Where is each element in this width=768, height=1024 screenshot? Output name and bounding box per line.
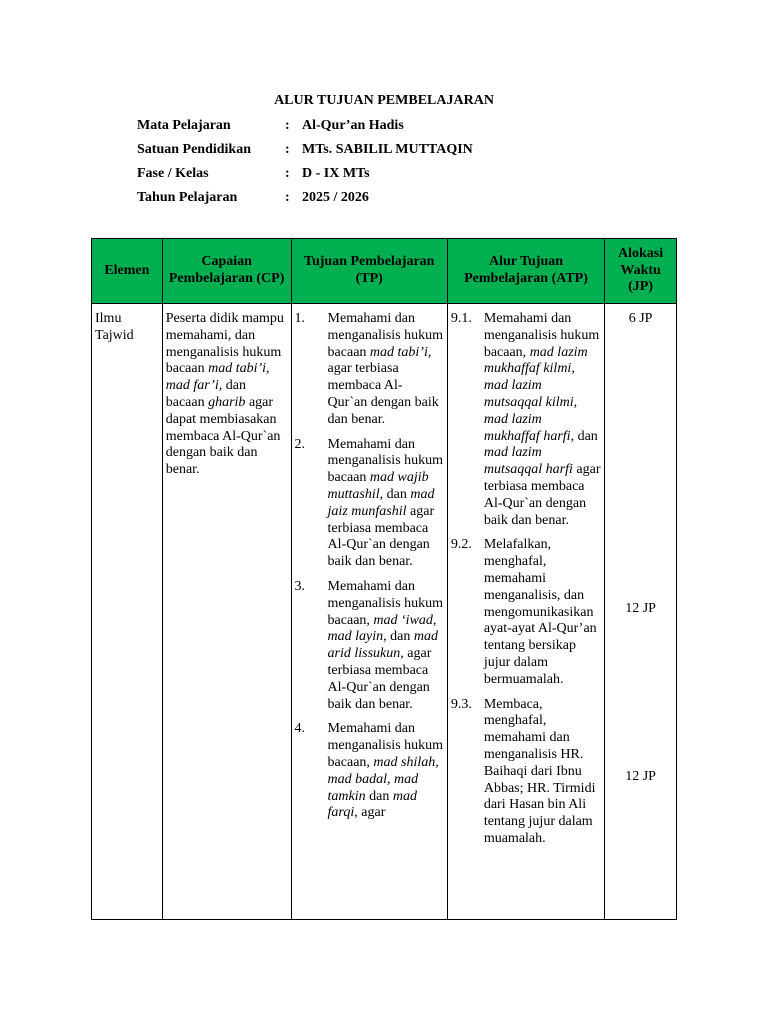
meta-row-academic-year — [137, 189, 473, 213]
meta-label: Tahun Pelajaran — [137, 190, 238, 205]
meta-value: MTs. SABILIL MUTTAQIN — [302, 142, 473, 157]
tp-number: 4. — [294, 721, 306, 737]
atp-text-part: , dan — [570, 428, 598, 444]
tp-text-part: Memahami dan menganalisis hukum bacaan, — [327, 578, 444, 628]
tp-item — [295, 437, 444, 571]
header-atp: Alur Tujuan Pembelajaran (ATP) — [447, 239, 604, 304]
atp-text-part: agar terbiasa membaca Al-Qur`an dengan baik dan benar. — [483, 462, 601, 528]
atp-term: mad lazim mukhaffaf kilmi, mad lazim mutsaqqal kilmi, mad lazim mukhaffaf harfi — [483, 344, 588, 444]
tp-term: mad ‘iwad — [373, 612, 433, 628]
cp-text — [166, 311, 288, 479]
tp-text-part: dan — [365, 788, 393, 804]
atp-text — [484, 311, 601, 529]
meta-colon: : — [285, 166, 290, 181]
tp-item — [295, 311, 444, 429]
cp-term: gharib — [208, 394, 246, 410]
document-meta — [137, 117, 473, 213]
tp-term: mad shilah, mad badal, mad tamkin — [327, 754, 439, 804]
cp-text-part: , — [266, 361, 270, 377]
tp-text-part: , dan — [383, 629, 414, 645]
cp-term: mad tabi’i — [208, 361, 267, 377]
tp-text — [328, 579, 444, 713]
meta-label: Satuan Pendidikan — [137, 142, 251, 157]
tp-text — [328, 311, 444, 429]
cell-atp — [447, 304, 604, 920]
tp-text-part: agar terbiasa membaca Al- Qur`an dengan baik dan benar. — [327, 361, 439, 427]
atp-term: mad lazim mutsaqqal harfi — [483, 445, 573, 478]
cell-elemen: Ilmu Tajwid — [92, 304, 163, 920]
tp-text-part: Memahami dan menganalisis hukum bacaan — [327, 436, 444, 486]
tp-item — [295, 721, 444, 822]
meta-row-subject — [137, 117, 473, 141]
header-tp: Tujuan Pembelajaran (TP) — [291, 239, 447, 304]
tp-number: 2. — [294, 436, 306, 452]
meta-value: Al-Qur’an Hadis — [302, 118, 404, 133]
cp-text-part: agar dapat membiasakan membaca Al-Qur`an dengan baik dan benar. — [165, 394, 281, 478]
atp-item — [451, 697, 601, 848]
atp-text: Membaca, menghafal, memahami dan menganalisis HR. Baihaqi dari Ibnu Abbas; HR. Tirmidi dari Hasan bin Ali tentang jujur dalam muamalah. — [483, 696, 596, 846]
tp-text — [328, 437, 444, 571]
tp-text-part: Memahami dan menganalisis hukum bacaan — [327, 311, 444, 360]
jp-value: 12 JP — [625, 769, 656, 784]
tp-text-part: Memahami dan menganalisis hukum bacaan, — [327, 721, 444, 770]
atp-number: 9.1. — [450, 311, 472, 326]
atp-text: Melafalkan, menghafal, memahami menganalisis, dan mengomunikasikan ayat-ayat Al-Qur’an tentang bersikap jujur dalam bermuamalah. — [483, 537, 597, 687]
table-row — [92, 304, 677, 920]
table-header-row — [92, 239, 677, 304]
tp-text-part: agar terbiasa membaca Al-Qur`an dengan baik dan benar. — [327, 503, 435, 570]
atp-number: 9.2. — [450, 537, 472, 553]
jp-value: 6 JP — [628, 311, 653, 326]
tp-text-part: , dan — [379, 486, 411, 502]
tp-term: mad jaiz munfashil — [327, 486, 435, 519]
atp-number: 9.3. — [450, 696, 472, 712]
tp-text-part: , agar terbiasa membaca Al-Qur`an dengan baik dan benar. — [327, 646, 432, 712]
tp-text — [328, 721, 444, 822]
meta-row-phase-class — [137, 165, 473, 189]
meta-value: 2025 / 2026 — [302, 190, 369, 205]
cell-tp — [291, 304, 447, 920]
atp-item — [451, 311, 601, 529]
jp-value: 12 JP — [625, 601, 656, 616]
cp-text-part: dan bacaan — [165, 378, 246, 410]
tp-term: mad arid lissukun — [327, 629, 438, 662]
tp-number: 3. — [294, 578, 306, 594]
cp-term: mad far’i, — [165, 378, 223, 394]
cell-cp — [162, 304, 291, 920]
tp-text-part: , — [432, 612, 437, 628]
meta-value: D - IX MTs — [302, 166, 370, 181]
header-elemen: Elemen — [92, 239, 163, 304]
tp-number: 1. — [294, 311, 306, 326]
atp-table — [91, 238, 677, 920]
document-title: ALUR TUJUAN PEMBELAJARAN — [274, 93, 494, 108]
tp-term: mad layin — [327, 629, 384, 645]
tp-term: mad wajib muttashil — [327, 470, 429, 502]
meta-colon: : — [285, 142, 290, 157]
meta-label: Fase / Kelas — [137, 166, 209, 181]
atp-text-part: Memahami dan menganalisis hukum bacaan, — [483, 311, 600, 360]
header-cp: Capaian Pembelajaran (CP) — [162, 239, 291, 304]
header-jp: Alokasi Waktu (JP) — [605, 239, 677, 304]
tp-term: mad farqi — [327, 788, 417, 821]
meta-colon: : — [285, 190, 290, 205]
cell-jp — [605, 304, 677, 920]
tp-text-part: , agar — [354, 805, 386, 821]
meta-row-school — [137, 141, 473, 165]
meta-colon: : — [285, 118, 290, 133]
cp-text-part: Peserta didik mampu memahami, dan menganalisis hukum bacaan — [165, 311, 284, 377]
meta-label: Mata Pelajaran — [137, 118, 231, 133]
tp-item — [295, 579, 444, 713]
tp-term: mad tabi’i, — [369, 344, 432, 360]
atp-item — [451, 537, 601, 688]
